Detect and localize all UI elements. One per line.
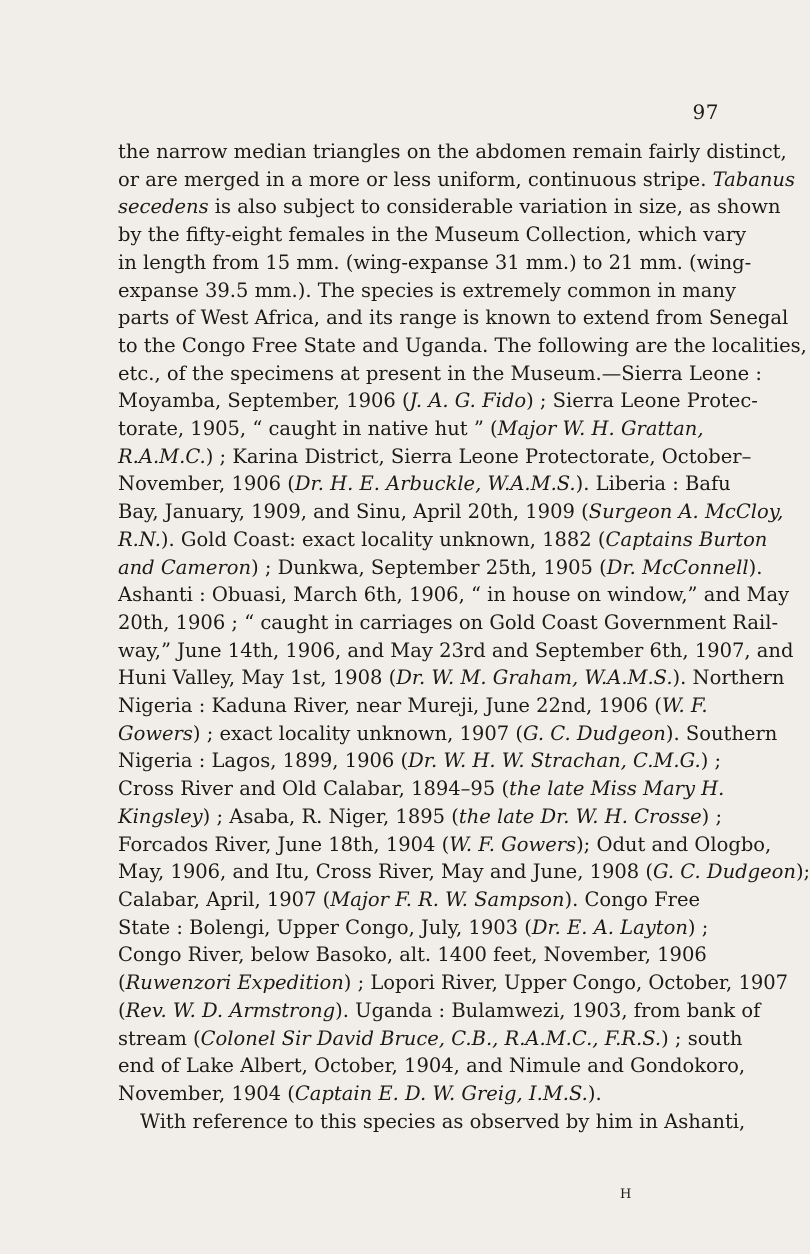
italic-text: Captain E. D. W. Greig, I.M.S. <box>294 1081 588 1105</box>
text-line <box>118 720 778 748</box>
text-run: ) ; <box>687 915 709 939</box>
text-line <box>118 304 789 332</box>
text-run: ) ; south <box>661 1026 743 1050</box>
italic-text: Gowers <box>118 721 193 745</box>
italic-text: G. C. Dudgeon <box>653 860 796 884</box>
text-run: Huni Valley, May 1st, 1908 ( <box>118 666 397 690</box>
text-run: Moyamba, September, 1906 ( <box>118 389 410 413</box>
text-run: ) ; <box>700 749 722 773</box>
text-run: etc., of the specimens at present in the Museum.—Sierra Leone : <box>118 361 762 385</box>
italic-text: Colonel Sir David Bruce, C.B., R.A.M.C., F.R.S. <box>200 1026 662 1050</box>
text-line <box>118 193 781 221</box>
italic-text: J. A. G. Fido <box>409 389 527 413</box>
text-run: torate, 1905, “ caught in native hut ” ( <box>118 417 498 441</box>
text-line <box>118 803 723 831</box>
italic-text: and Cameron <box>118 555 252 579</box>
text-run: way,” June 14th, 1906, and May 23rd and September 6th, 1907, and <box>118 638 794 662</box>
text-line <box>118 470 731 498</box>
text-line <box>118 941 707 969</box>
italic-text: R.A.M.C. <box>118 444 206 468</box>
text-run: ); Odut and Ologbo, <box>576 832 772 856</box>
text-run: Nigeria : Lagos, 1899, 1906 ( <box>118 749 409 773</box>
text-line <box>118 443 752 471</box>
body-paragraph <box>118 138 810 1135</box>
text-line <box>118 775 725 803</box>
italic-text: Surgeon A. McCloy, <box>588 500 784 524</box>
text-run: in length from 15 mm. (wing-expanse 31 mm.) to 21 mm. (wing- <box>118 250 752 274</box>
text-run: Nigeria : Kaduna River, near Mureji, June 22nd, 1906 ( <box>118 694 662 718</box>
text-run: end of Lake Albert, October, 1904, and Nimule and Gondokoro, <box>118 1054 746 1078</box>
text-line <box>118 858 810 886</box>
text-run: ). Liberia : Bafu <box>575 472 731 496</box>
text-line <box>118 277 736 305</box>
signature-mark: H <box>620 1187 633 1202</box>
italic-text: W. F. <box>661 694 708 718</box>
italic-text: Ruwenzori Expedition <box>125 971 344 995</box>
text-run: ) ; exact locality unknown, 1907 ( <box>192 721 523 745</box>
text-line <box>118 997 761 1025</box>
text-line <box>118 886 701 914</box>
text-line <box>118 637 794 665</box>
text-line <box>118 332 807 360</box>
text-run: ) ; <box>701 804 723 828</box>
text-line <box>118 664 785 692</box>
text-run: ) ; Dunkwa, September 25th, 1905 ( <box>251 555 607 579</box>
italic-text: W. F. Gowers <box>449 832 577 856</box>
text-run: ). Congo Free <box>564 887 701 911</box>
text-line <box>118 1025 743 1053</box>
text-line <box>118 831 772 859</box>
text-run: ) ; Sierra Leone Protec- <box>526 389 758 413</box>
text-line <box>118 969 789 997</box>
italic-text: Dr. McConnell <box>606 555 749 579</box>
text-run: to the Congo Free State and Uganda. The following are the localities, <box>118 333 807 357</box>
text-line <box>118 249 752 277</box>
text-line <box>118 1080 683 1108</box>
italic-text: Kingsley <box>118 804 203 828</box>
text-run: Ashanti : Obuasi, March 6th, 1906, “ in house on window,” and May <box>118 583 790 607</box>
text-line <box>118 387 758 415</box>
text-run: ( <box>118 971 126 995</box>
text-line <box>118 581 790 609</box>
text-run: 20th, 1906 ; “ caught in carriages on Gold Coast Government Rail- <box>118 610 779 634</box>
text-run: by the fifty-eight females in the Museum Collection, which vary <box>118 223 747 247</box>
text-line <box>118 1108 746 1136</box>
text-run: Congo River, below Basoko, alt. 1400 feet, November, 1906 <box>118 943 707 967</box>
italic-text: Tabanus <box>712 167 795 191</box>
text-line <box>118 914 709 942</box>
text-run: the narrow median triangles on the abdomen remain fairly distinct, <box>118 140 787 163</box>
italic-text: the late Dr. W. H. Crosse <box>458 804 702 828</box>
text-run: ). <box>587 1081 602 1105</box>
text-line <box>118 692 708 720</box>
text-run: is also subject to considerable variation in size, as shown <box>208 195 781 219</box>
text-line <box>118 166 795 194</box>
italic-text: Major W. H. Grattan, <box>497 417 704 441</box>
text-run: ). Gold Coast: exact locality unknown, 1882 ( <box>160 527 606 551</box>
text-line <box>118 526 768 554</box>
italic-text: R.N. <box>118 527 161 551</box>
text-run: With reference to this species as observed by him in Ashanti, <box>140 1109 746 1133</box>
italic-text: Dr. W. H. W. Strachan, C.M.G. <box>408 749 701 773</box>
italic-text: Dr. E. A. Layton <box>531 915 688 939</box>
text-run: ) ; Asaba, R. Niger, 1895 ( <box>202 804 459 828</box>
text-run: stream ( <box>118 1026 201 1050</box>
text-run: November, 1904 ( <box>118 1081 295 1105</box>
text-line <box>118 609 779 637</box>
text-run: ) ; Lopori River, Upper Congo, October, 1907 <box>343 971 789 995</box>
text-run: ). <box>748 555 763 579</box>
text-run: ). Southern <box>665 721 778 745</box>
italic-text: secedens <box>118 195 209 219</box>
text-run: ). Uganda : Bulamwezi, 1903, from bank of <box>335 998 761 1022</box>
italic-text: Dr. W. M. Graham, W.A.M.S. <box>396 666 673 690</box>
text-line <box>118 415 704 443</box>
text-run: Calabar, April, 1907 ( <box>118 887 331 911</box>
text-run: ). Northern <box>672 666 785 690</box>
text-line <box>118 360 762 388</box>
text-line <box>118 138 787 166</box>
text-run: Forcados River, June 18th, 1904 ( <box>118 832 450 856</box>
text-run: ( <box>118 998 126 1022</box>
italic-text: Major F. R. W. Sampson <box>330 887 565 911</box>
text-run: Cross River and Old Calabar, 1894–95 ( <box>118 777 510 801</box>
italic-text: Dr. H. E. Arbuckle, W.A.M.S. <box>294 472 576 496</box>
text-line <box>118 1052 746 1080</box>
text-run: expanse 39.5 mm.). The species is extremely common in many <box>118 278 736 302</box>
italic-text: Captains Burton <box>605 527 768 551</box>
text-run: May, 1906, and Itu, Cross River, May and June, 1908 ( <box>118 860 654 884</box>
text-line <box>118 498 784 526</box>
text-line <box>118 221 747 249</box>
text-run: November, 1906 ( <box>118 472 295 496</box>
text-line <box>118 554 763 582</box>
text-run: Bay, January, 1909, and Sinu, April 20th, 1909 ( <box>118 500 589 524</box>
text-run: State : Bolengi, Upper Congo, July, 1903 ( <box>118 915 532 939</box>
text-run: parts of West Africa, and its range is known to extend from Senegal <box>118 306 789 330</box>
italic-text: the late Miss Mary H. <box>509 777 725 801</box>
text-run: or are merged in a more or less uniform, continuous stripe. <box>118 167 713 191</box>
italic-text: G. C. Dudgeon <box>522 721 666 745</box>
text-line <box>118 747 722 775</box>
page-number: 97 <box>692 100 719 124</box>
italic-text: Rev. W. D. Armstrong <box>125 998 336 1022</box>
text-run: ); <box>795 860 810 884</box>
text-run: ) ; Karina District, Sierra Leone Protectorate, October– <box>205 444 752 468</box>
